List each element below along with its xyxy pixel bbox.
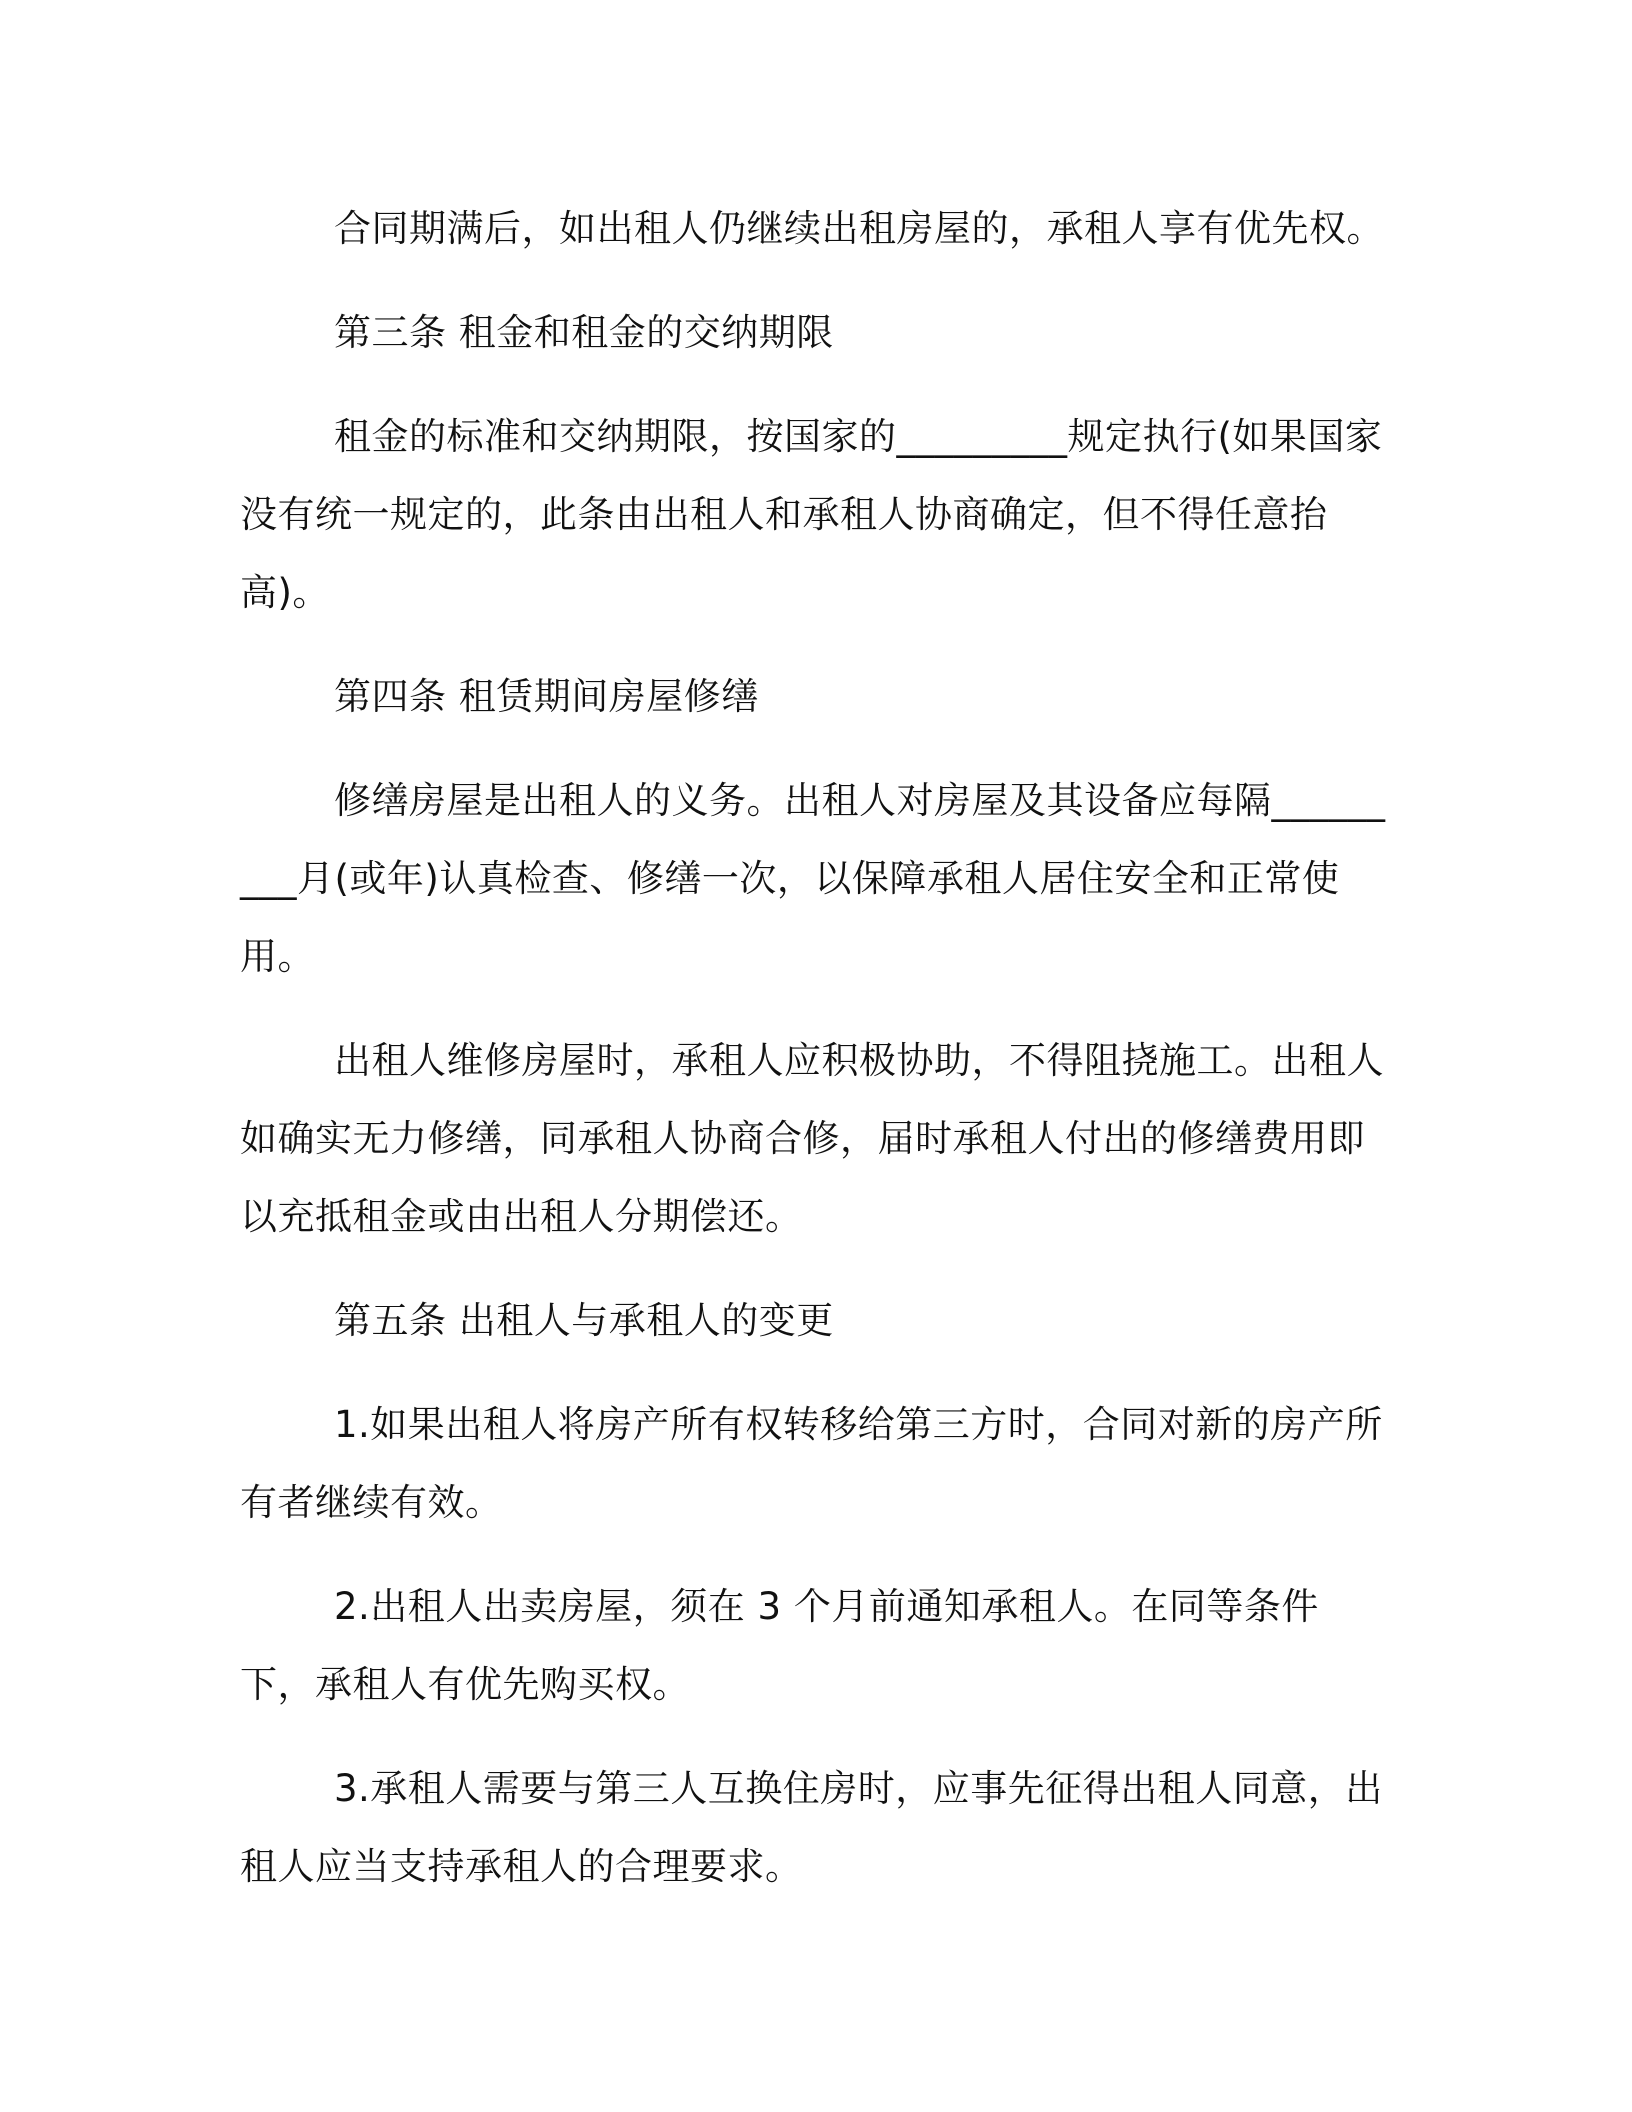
article-4-heading: 第四条 租赁期间房屋修缮 bbox=[334, 675, 759, 718]
document-body bbox=[240, 190, 1392, 1932]
paragraph-sale-notice: 2.出租人出卖房屋，须在 3 个月前通知承租人。在同等条件下，承租人有优先购买权。 bbox=[240, 1585, 1319, 1706]
paragraph-repair-cooperation: 出租人维修房屋时，承租人应积极协助，不得阻挠施工。出租人如确实无力修缮，同承租人协商合修，届时承租人付出的修缮费用即以充抵租金或由出租人分期偿还。 bbox=[240, 1039, 1384, 1238]
paragraph-ownership-transfer: 1.如果出租人将房产所有权转移给第三方时，合同对新的房产所有者继续有效。 bbox=[240, 1403, 1383, 1524]
paragraph-housing-exchange: 3.承租人需要与第三人互换住房时，应事先征得出租人同意，出租人应当支持承租人的合理要求。 bbox=[240, 1767, 1383, 1888]
paragraph-repair-duty: 修缮房屋是出租人的义务。出租人对房屋及其设备应每隔_________月(或年)认真检查、修缮一次，以保障承租人居住安全和正常使用。 bbox=[240, 779, 1386, 978]
article-3-heading: 第三条 租金和租金的交纳期限 bbox=[334, 311, 834, 354]
paragraph-rent-standard: 租金的标准和交纳期限，按国家的_________规定执行(如果国家没有统一规定的，此条由出租人和承租人协商确定，但不得任意抬高)。 bbox=[240, 415, 1383, 614]
article-5-heading: 第五条 出租人与承租人的变更 bbox=[334, 1299, 834, 1342]
paragraph-renewal-priority: 合同期满后，如出租人仍继续出租房屋的，承租人享有优先权。 bbox=[334, 207, 1384, 250]
